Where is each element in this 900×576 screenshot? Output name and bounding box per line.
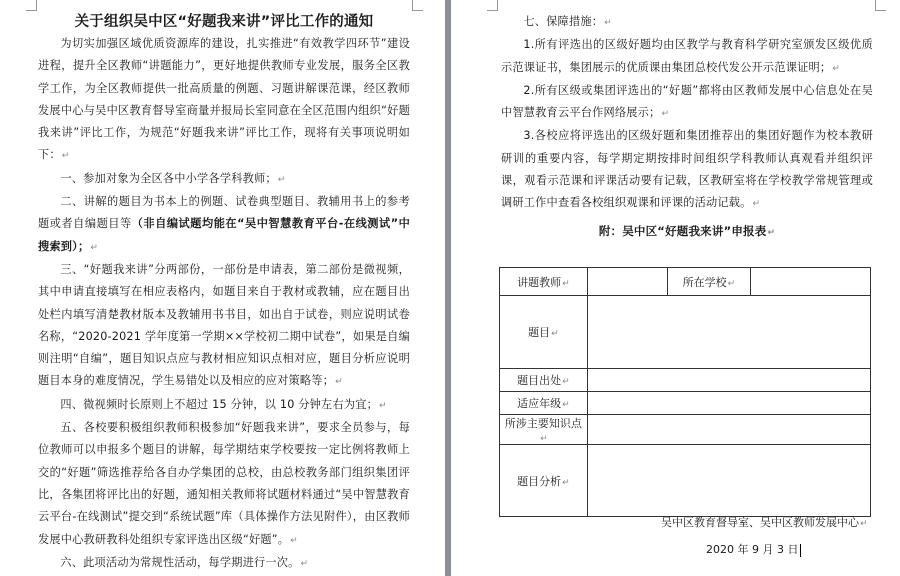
left-page-text[interactable] xyxy=(38,11,410,575)
source-value-cell[interactable] xyxy=(587,369,870,392)
paragraph-mark-icon: ↵ xyxy=(832,63,840,74)
school-value-cell[interactable] xyxy=(751,268,871,296)
document-page-right xyxy=(451,0,900,576)
table-row xyxy=(500,415,871,445)
paragraph-mark-icon: ↵ xyxy=(727,278,736,289)
paragraph-mark-icon: ↵ xyxy=(767,227,776,238)
text-cursor xyxy=(800,544,801,557)
signature-date: 2020 年 9 月 3 日 xyxy=(706,541,801,557)
margin-corner-mark xyxy=(487,0,498,11)
item-5-paragraph: 五、各校要积极组织教师积极参加“好题我来讲”，要求全员参与，每位教师可以申报多个题目的讲解，每学期结束学校要按一定比例将教师上交的“好题”筛选推荐给各自办学集团的总校，由总校教务部门组织集团评比，各集团将评比出的好题，通知相关教师将试题材料通过“吴中智慧教育云平台-在线测试”提交到“系统试题”库（具体操作方法见附件），由区教师发展中心教研教科处组织专家评选出区级“好题”。↵ xyxy=(38,421,410,546)
intro-paragraph: 为切实加强区域优质资源库的建设，扎实推进“有效教学四环节”建设进程，提升全区教师“讲题能力”，更好地提供教师专业发展，服务全区教学工作，为全区教师提供一批高质量的例题、习题讲解课范课，经区教师发展中心与吴中区教育督导室商量并报局长室同意在全区范围内组织“好题我来讲”评比工作，为规范“好题我来讲”评比工作，现将有关事项说明如下：↵ xyxy=(38,37,410,162)
paragraph-mark-icon: ↵ xyxy=(752,199,761,210)
knowledge-value-cell[interactable] xyxy=(587,415,870,445)
paragraph-mark-icon: ↵ xyxy=(562,400,570,410)
item-4-paragraph: 四、微视频时长原则上不超过 15 分钟，以 10 分钟左右为宜；↵ xyxy=(60,397,387,411)
paragraph-mark-icon: ↵ xyxy=(290,535,298,546)
item-6-paragraph: 六、此项活动为常规性活动，每学期进行一次。↵ xyxy=(60,555,309,569)
item-1-paragraph: 一、参加对象为全区各中小学各学科教师；↵ xyxy=(60,171,286,185)
analysis-value-cell[interactable] xyxy=(587,445,870,517)
paragraph-mark-icon: ↵ xyxy=(562,377,570,387)
paragraph-mark-icon: ↵ xyxy=(61,151,70,162)
grade-value-cell[interactable] xyxy=(587,392,870,415)
document-title: 关于组织吴中区“好题我来讲”评比工作的通知 xyxy=(74,14,374,30)
teacher-value-cell[interactable] xyxy=(587,268,667,296)
item-2-paragraph: 二、讲解的题目为书本上的例题、试卷典型题目、教辅用书上的参考题或者自编题目等（非自编试题均能在“吴中智慧教育平台-在线测试”中搜索到）；↵ xyxy=(38,195,410,253)
question-label-cell: 题目↵ xyxy=(500,296,588,369)
table-row xyxy=(500,445,871,517)
paragraph-mark-icon: ↵ xyxy=(551,329,559,339)
margin-corner-mark xyxy=(412,0,423,11)
margin-corner-mark xyxy=(26,0,37,11)
paragraph-mark-icon: ↵ xyxy=(90,242,99,253)
paragraph-mark-icon: ↵ xyxy=(860,519,868,529)
document-page-left xyxy=(0,0,445,576)
item-3-paragraph: 三、“好题我来讲”分两部份，一部份是申请表，第二部份是微视频，其中申请直接填写在相应表格内，如题目来自于教材或教辅，应在题目出处栏内填写清楚教材版本及教辅用书书目，如出自于试卷，则应说明试卷名称，“2020-2021 学年度第一学期××学校初二期中试卷”，如果是自编则注明“自编”，题目知识点应与教材相应知识点相对应，题目分析应说明题目本身的难度情况，学生易错处以及相应的应对策略等；↵ xyxy=(38,262,410,388)
paragraph-mark-icon: ↵ xyxy=(540,434,548,444)
paragraph-mark-icon: ↵ xyxy=(562,278,570,289)
table-row xyxy=(500,392,871,415)
paragraph-mark-icon: ↵ xyxy=(277,174,286,185)
table-row xyxy=(500,268,871,296)
question-value-cell[interactable] xyxy=(587,296,870,369)
source-label-cell: 题目出处↵ xyxy=(500,369,588,392)
item-7-paragraph: 七、保障措施：↵ xyxy=(523,15,612,28)
measure-1-paragraph: 1.所有评选出的区级好题均由区教学与教育科学研究室颁发区级优质示范课证书，集团展示的优质课由集团总校代发公开示范课证明；↵ xyxy=(501,38,873,74)
application-form-table xyxy=(499,267,871,517)
paragraph-mark-icon: ↵ xyxy=(604,18,612,28)
paragraph-mark-icon: ↵ xyxy=(562,477,570,488)
school-label-cell: 所在学校↵ xyxy=(667,268,751,296)
grade-label-cell: 适应年级↵ xyxy=(500,392,588,415)
right-page-text[interactable] xyxy=(501,11,873,256)
signature-organization: 吴中区教育督导室、吴中区教师发展中心↵ xyxy=(661,516,868,529)
teacher-label-cell: 讲题教师↵ xyxy=(500,268,588,296)
margin-corner-mark xyxy=(875,0,886,11)
paragraph-mark-icon: ↵ xyxy=(661,109,670,120)
table-row xyxy=(500,296,871,369)
paragraph-mark-icon: ↵ xyxy=(379,400,387,411)
paragraph-mark-icon: ↵ xyxy=(300,558,309,569)
bold-note: （非自编试题均能在“吴中智慧教育平台-在线测试”中搜索到）； xyxy=(38,217,410,253)
measure-2-paragraph: 2.所有区级或集团评选出的“好题”都将由区教师发展中心信息处在吴中智慧教育云平台作网络展示；↵ xyxy=(501,83,873,120)
annex-title: 附：吴中区“好题我来讲”申报表↵ xyxy=(598,223,776,238)
paragraph-mark-icon: ↵ xyxy=(335,377,343,388)
knowledge-label-cell: 所涉主要知识点↵ xyxy=(500,415,588,445)
measure-3-paragraph: 3.各校应将评选出的区级好题和集团推荐出的集团好题作为校本教研研训的重要内容，每学期定期按排时间组织学科教师认真观看并组织评课，观看示范课和评课活动要有记载，区教研室将在学校教学常规管理或调研工作中查看各校组织观课和评课的活动记载。↵ xyxy=(501,129,873,210)
table-row xyxy=(500,369,871,392)
analysis-label-cell: 题目分析↵ xyxy=(500,445,588,517)
